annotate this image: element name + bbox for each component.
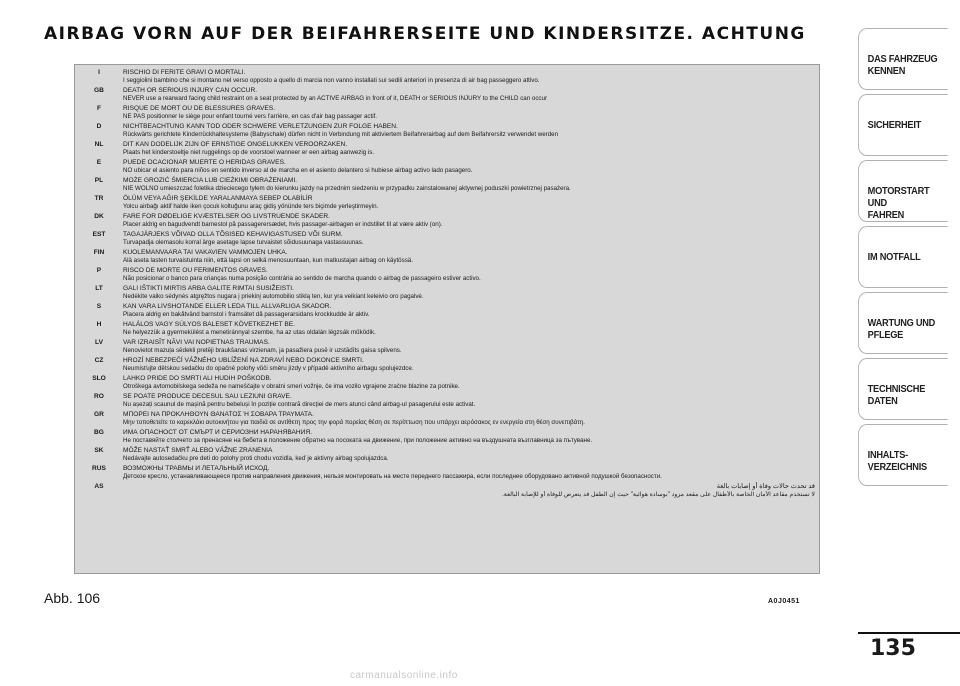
warning-text: Nenovietot mazuļa sēdekli pretēji braukšanas virzienam, ja pasažiera pusē ir uzstādīts gaisa spilvens. (123, 347, 402, 354)
warning-text: Älä aseta lasten turvaistuinta niin, että lapsi on selkä menosuuntaan, kun matkustajan airbag on käytössä. (123, 257, 413, 264)
warning-row (75, 284, 815, 301)
warning-row (75, 122, 815, 139)
watermark: carmanualsonline.info (350, 670, 458, 681)
warning-heading: KUOLEMANVAARA TAI VAKAVIEN VAMMOJEN UHKA. (123, 249, 288, 256)
language-code: D (96, 123, 102, 130)
language-code: RUS (92, 465, 106, 472)
warning-text: Placer aldrig en bagudvendt barnestol på passagerersædet, hvis passager-airbagen er indstillet til at være aktiv (on). (123, 221, 443, 228)
language-code: GB (94, 87, 104, 94)
warning-text: Μην τοποθετείτε το καρεκλάκι αυτοκινήτου για παιδιά σε αντίθετη προς την φορά πορείας θέση σε περίπτωση που υπάρχει αερόσακος εν ενεργεία στη θέση συνεπιβάτη. (123, 419, 585, 426)
language-code: I (98, 69, 100, 76)
tab-label-line1: MOTORSTART UND (867, 185, 930, 209)
warning-row (75, 248, 815, 265)
language-code: CZ (94, 357, 104, 364)
tab-label-line2: VERZEICHNIS (867, 461, 927, 473)
warning-heading: ÖLÜM VEYA AĞIR ŞEKİLDE YARALANMAYA SEBEP OLABİLİR (123, 195, 313, 202)
tab-label-line2: FAHREN (867, 209, 905, 221)
warning-heading: RISQUE DE MORT OU DE BLESSURES GRAVES. (123, 105, 276, 112)
language-code: SK (94, 447, 104, 454)
warning-text: Ne helyezzük a gyermekülést a menetiránnyal szembe, ha az utas oldalán légzsák működik. (123, 329, 376, 336)
tab-label-line1: SICHERHEIT (867, 119, 922, 131)
warning-text: NIE WOLNO umieszczać foletika dzieciecego tyłem do kierunku jazdy na przednim siedzeniu w przypadku zainstalowanej aktywnej poduszki powietrznej pasażera. (123, 185, 571, 192)
tab-sicherheit[interactable] (858, 94, 948, 156)
warning-text: Nu așezați scaunul de mașină pentru bebeluși în poziție contrară direcției de mers atunci când airbag-ul pasagerului este activat. (123, 401, 476, 408)
warning-row (75, 374, 815, 391)
warning-row (75, 230, 815, 247)
warning-text: Yolcu airbağı aktif halde iken çocuk koltuğunu araç gidiş yönünde ters biçimde yerleştirmeyin. (123, 203, 379, 210)
page-title: AIRBAG VORN AUF DER BEIFAHRERSEITE UND KINDERSITZE. ACHTUNG (44, 24, 806, 44)
warning-heading: KAN VARA LIVSHOTANDE ELLER LEDA TILL ALLVARLIGA SKADOR. (123, 303, 332, 310)
warning-heading: TAGAJÄRJEKS VÕIVAD OLLA TÕSISED KEHAVIGASTUSED VÕI SURM. (123, 231, 343, 238)
warning-heading: PUEDE OCACIONAR MUERTE O HERIDAS GRAVES. (123, 159, 286, 166)
language-code: BG (94, 429, 104, 436)
tab-inhaltsverzeichnis[interactable] (858, 424, 948, 486)
warning-heading: VAR IZRAISĪT NĀVI VAI NOPIETNAS TRAUMAS. (123, 339, 270, 346)
warning-row (75, 194, 815, 211)
warning-row (75, 68, 815, 85)
language-code: S (96, 303, 102, 310)
tab-label-line2: KENNEN (867, 65, 906, 77)
warning-row (75, 428, 815, 445)
language-code: GR (94, 411, 104, 418)
figure-code: A0J0451 (768, 598, 800, 605)
warning-heading: ΜΠΟΡΕΙ ΝΑ ΠΡΟΚΛΗΘΟΥΝ ΘΑΝΑΤΟΣ Ή ΣΟΒΑΡΑ ΤΡΑΥΜΑΤΑ. (123, 411, 314, 418)
warning-heading: FARE FOR DØDELIGE KVÆSTELSER OG LIVSTRUENDE SKADER. (123, 213, 331, 220)
warning-text: Otroškega avtomobilskega sedeža ne nameščajte v obratni smeri vožnje, če ima vozilo vgrajene zračne blazine za potnike. (123, 383, 460, 390)
section-tabs (858, 28, 960, 490)
warning-row (75, 482, 815, 499)
warning-row (75, 176, 815, 193)
warning-text: Nedávajte autosedačku pre deti do polohy proti chodu vozidla, keď je aktívny airbag spolujazdca. (123, 455, 389, 462)
language-code: AS (94, 483, 104, 490)
warning-text: Не поставяйте столчето за пренасяне на бебета в положение обратно на посоката на движение, при положение активно на въздушната възглавница за пътуване. (123, 437, 593, 444)
warning-heading: RISCHIO DI FERITE GRAVI O MORTALI. (123, 69, 246, 76)
warning-heading: HALÁLOS VAGY SÚLYOS BALESET KÖVETKEZHET BE. (123, 321, 295, 328)
tab-label-line1: WARTUNG UND (867, 317, 936, 329)
page-number-rule (858, 632, 960, 634)
warning-text: Não posicionar o banco para crianças numa posição contrária ao sentido de marcha quando o airbag de passageiro estiver activo. (123, 275, 481, 282)
warning-row (75, 446, 815, 463)
tab-label-line1: TECHNISCHE DATEN (867, 383, 926, 407)
language-code: PL (94, 177, 104, 184)
warning-text: Neumisťujte dětskou sedačku do opačné polohy vůči směru jízdy v případě aktivního airbagu spolujezdce. (123, 365, 414, 372)
warning-row (75, 302, 815, 319)
warning-heading: MOŻE GROZIĆ ŚMIERCIA LUB CIEŻKIMI OBRAŻENIAMI. (123, 177, 298, 184)
warning-heading: RISCO DE MORTE OU FERIMENTOS GRAVES. (123, 267, 268, 274)
warning-row (75, 104, 815, 121)
warning-row (75, 266, 815, 283)
tab-label-line1: DAS FAHRZEUG (867, 53, 938, 65)
warning-heading: MÔŽE NASTAŤ SMRŤ ALEBO VÁŽNE ZRANENIA (123, 447, 273, 454)
warning-row (75, 410, 815, 427)
warning-row (75, 464, 815, 481)
warning-heading: ВОЗМОЖНЫ ТРАВМЫ И ЛЕТАЛЬНЫЙ ИСХОД. (123, 465, 270, 472)
warning-text: Rückwärts gerichtete Kinderrückhaltesysteme (Babyschale) dürfen nicht in Verbindung mit aktiviertem Beifahrerairbag auf dem Beifahrersitz verwendet werden (123, 131, 559, 138)
warning-text: Nedėkite vaiko sėdynės atgręžtos nugara į priekinį automobilio stiklą ten, kur yra veikiant keleivio oro pagalvė. (123, 293, 424, 300)
page-number: 135 (870, 636, 916, 661)
tab-motorstart-und-fahren[interactable] (858, 160, 948, 222)
warning-text: لا تستخدم مقاعد الأمان الخاصة بالأطفال على مقعد مزود "بوسادة هوائية" حيث إن الطفل قد يتعرض للوفاة أو للإصابة البالغة. (502, 491, 815, 498)
language-code: EST (92, 231, 106, 238)
language-code: F (96, 105, 102, 112)
language-code: H (96, 321, 102, 328)
warning-row (75, 392, 815, 409)
warning-heading: NICHTBEACHTUNG KANN TOD ODER SCHWERE VERLETZUNGEN ZUR FOLGE HABEN. (123, 123, 398, 130)
warning-row (75, 158, 815, 175)
tab-label-line1: INHALTS- (867, 449, 909, 461)
warning-text: Детское кресло, устанавливающееся против направления движения, нельзя монтировать на месте переднего пассажира, если последнее оборудовано активной подушкой безопасности. (123, 473, 662, 480)
warning-heading: LAHKO PRIDE DO SMRTI ALI HUDIH POŠKODB. (123, 375, 272, 382)
warning-row (75, 338, 815, 355)
warning-heading: DIT KAN DODELIJK ZIJN OF ERNSTIGE ONGELUKKEN VEROORZAKEN. (123, 141, 348, 148)
language-code: DK (94, 213, 104, 220)
tab-wartung-und-pflege[interactable] (858, 292, 948, 354)
warning-heading: قد تحدث حالات وفاة أو إصابات بالغة (716, 483, 815, 490)
language-code: RO (94, 393, 104, 400)
language-code: TR (94, 195, 104, 202)
warning-text: NO ubicar el asiento para niños en sentido inverso al de marcha en el asiento delantero si hubiese airbag activo lado pasagero. (123, 167, 473, 174)
warning-row (75, 140, 815, 157)
tab-im-notfall[interactable] (858, 226, 948, 288)
warning-text: Placera aldrig en bakåtvänd barnstol i framsätet då passagerarsidans krockkudde är aktiv. (123, 311, 370, 318)
language-code: FIN (93, 249, 105, 256)
language-code: P (96, 267, 102, 274)
warning-row (75, 320, 815, 337)
airbag-warning-label (74, 64, 820, 574)
warning-text: Plaats het kinderstoeltje niet ruggelings op de voorstoel wanneer er een airbag aanwezig is. (123, 149, 375, 156)
tab-label-line2: PFLEGE (867, 329, 904, 341)
language-code: LV (95, 339, 103, 346)
warning-row (75, 86, 815, 103)
warning-heading: DEATH OR SERIOUS INJURY CAN OCCUR. (123, 87, 258, 94)
tab-label-line1: IM NOTFALL (867, 251, 921, 263)
language-code: SLO (92, 375, 106, 382)
warning-heading: SE POATE PRODUCE DECESUL SAU LEZIUNI GRAVE. (123, 393, 292, 400)
language-code: E (96, 159, 102, 166)
warning-row (75, 356, 815, 373)
figure-caption: Abb. 106 (44, 590, 101, 606)
language-code: LT (95, 285, 103, 292)
warning-text: I seggiolini bambino che si montano nel verso opposto a quello di marcia non vanno installati sui sedili anteriori in presenza di air bag passeggero attivo. (123, 77, 540, 84)
warning-text: NEVER use a rearward facing child restraint on a seat protected by an ACTIVE AIRBAG in front of it, DEATH or SERIOUS INJURY to the CHILD can occur (123, 95, 548, 102)
warning-text: Turvapadja olemasolu korral ärge asetage lapse turvaistet sõidusuunaga vastassuunas. (123, 239, 364, 246)
warning-text: NE PAS positionner le siège pour enfant tourné vers l'arrière, en cas d'air bag passager actif. (123, 113, 378, 120)
tab-technische-daten[interactable] (858, 358, 948, 420)
warning-heading: ИМА ОПАСНОСТ ОТ СМЪРТ И СЕРИОЗНИ НАРАНЯВАНИЯ. (123, 429, 313, 436)
tab-das-fahrzeug-kennen[interactable] (858, 28, 948, 90)
warning-row (75, 212, 815, 229)
warning-heading: GALI IŠTIKTI MIRTIS ARBA GALITE RIMTAI SUSIŽEISTI. (123, 285, 294, 292)
warning-heading: HROZÍ NEBEZPEČÍ VÁŽNÉHO UBLÍŽENÍ NA ZDRAVÍ NEBO DOKONCE SMRTI. (123, 357, 364, 364)
language-code: NL (94, 141, 104, 148)
